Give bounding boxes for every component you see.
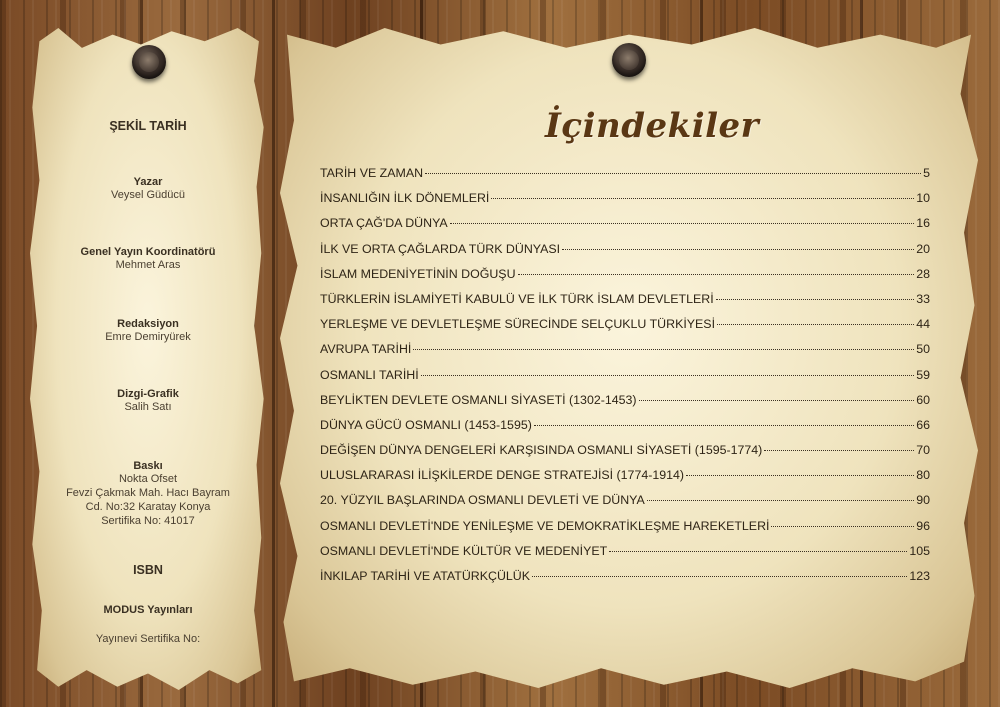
editor-name: Emre Demiryürek	[105, 331, 191, 343]
contents-entry[interactable]	[320, 368, 930, 393]
design-name: Salih Satı	[124, 401, 172, 413]
contents-entry[interactable]	[320, 569, 930, 594]
design-block	[30, 388, 266, 414]
coordinator-label: Genel Yayın Koordinatörü	[80, 246, 216, 258]
contents-entry[interactable]	[320, 519, 930, 544]
contents-entry[interactable]	[320, 166, 930, 191]
entry-page: 80	[916, 468, 930, 483]
entry-page: 10	[916, 191, 930, 206]
entry-title: İNKILAP TARİHİ VE ATATÜRKÇÜLÜK	[320, 569, 531, 583]
contents-entry[interactable]	[320, 493, 930, 518]
dot-leader	[609, 551, 907, 552]
dot-leader	[421, 375, 915, 376]
entry-page: 50	[916, 342, 930, 357]
entry-title: OSMANLI DEVLETİ'NDE YENİLEŞME VE DEMOKRATİKLEŞME HAREKETLERİ	[320, 518, 770, 533]
author-name: Veysel Güdücü	[111, 189, 185, 201]
entry-page: 105	[909, 543, 930, 558]
wood-plank-seam	[272, 0, 275, 707]
contents-entry[interactable]	[320, 242, 930, 267]
dot-leader	[534, 425, 914, 426]
entry-title: 20. YÜZYIL BAŞLARINDA OSMANLI DEVLETİ VE DÜNYA	[320, 493, 645, 508]
pushpin-icon	[132, 45, 166, 79]
entry-page: 96	[916, 518, 930, 533]
contents-entry[interactable]	[320, 317, 930, 342]
coordinator-name: Mehmet Aras	[115, 259, 181, 271]
entry-title: İNSANLIĞIN İLK DÖNEMLERİ	[320, 191, 490, 206]
dot-leader	[491, 198, 914, 199]
dot-leader	[518, 274, 915, 275]
contents-entry[interactable]	[320, 342, 930, 367]
entry-title: TARİH VE ZAMAN	[320, 166, 424, 180]
entry-title: BEYLİKTEN DEVLETE OSMANLI SİYASETİ (1302-1453)	[320, 392, 637, 407]
dot-leader	[413, 349, 914, 350]
publisher-certificate: Yayınevi Sertifika No:	[95, 633, 201, 645]
entry-title: TÜRKLERİN İSLAMİYETİ KABULÜ VE İLK TÜRK İSLAM DEVLETLERİ	[320, 291, 714, 306]
entry-page: 20	[916, 241, 930, 256]
entry-page: 70	[916, 443, 930, 458]
contents-title: İçindekiler	[545, 106, 760, 146]
print-line: Nokta Ofset	[118, 473, 178, 485]
dot-leader	[686, 475, 914, 476]
editor-block	[30, 318, 266, 344]
entry-title: İSLAM MEDENİYETİNİN DOĞUŞU	[320, 266, 516, 281]
entry-title: ULUSLARARASI İLİŞKİLERDE DENGE STRATEJİSİ (1774-1914)	[320, 468, 685, 483]
entry-title: ORTA ÇAĞ'DA DÜNYA	[320, 216, 448, 231]
entry-page: 59	[916, 367, 930, 382]
dot-leader	[639, 400, 915, 401]
entry-title: OSMANLI DEVLETİ'NDE KÜLTÜR VE MEDENİYET	[320, 543, 608, 558]
dot-leader	[562, 249, 914, 250]
entry-page: 66	[916, 417, 930, 432]
entry-title: OSMANLI TARİHİ	[320, 367, 419, 382]
isbn-label: ISBN	[133, 563, 163, 577]
entry-title: DÜNYA GÜCÜ OSMANLI (1453-1595)	[320, 417, 532, 432]
contents-entry[interactable]	[320, 468, 930, 493]
print-line: Fevzi Çakmak Mah. Hacı Bayram	[66, 487, 230, 499]
entry-page: 123	[909, 569, 930, 583]
entry-title: YERLEŞME VE DEVLETLEŞME SÜRECİNDE SELÇUKLU TÜRKİYESİ	[320, 317, 716, 332]
dot-leader	[716, 299, 915, 300]
pushpin-icon	[612, 43, 646, 77]
coordinator-block	[30, 246, 266, 272]
dot-leader	[450, 223, 915, 224]
dot-leader	[647, 500, 914, 501]
contents-entry[interactable]	[320, 443, 930, 468]
contents-list	[320, 166, 930, 594]
contents-entry[interactable]	[320, 191, 930, 216]
design-label: Dizgi-Grafik	[117, 388, 179, 400]
entry-page: 33	[916, 291, 930, 306]
dot-leader	[717, 324, 914, 325]
contents-entry[interactable]	[320, 267, 930, 292]
entry-page: 5	[923, 166, 930, 180]
contents-entry[interactable]	[320, 418, 930, 443]
contents-entry[interactable]	[320, 393, 930, 418]
print-line: Sertifika No: 41017	[101, 515, 195, 527]
book-title: ŞEKİL TARİH	[109, 119, 187, 133]
publisher-name: MODUS Yayınları	[103, 604, 193, 616]
entry-title: AVRUPA TARİHİ	[320, 342, 412, 357]
dot-leader	[771, 526, 914, 527]
dot-leader	[764, 450, 914, 451]
entry-page: 60	[916, 392, 930, 407]
print-block	[30, 460, 266, 528]
entry-page: 16	[916, 216, 930, 231]
dot-leader	[532, 576, 907, 577]
author-label: Yazar	[133, 176, 163, 188]
author-block	[30, 176, 266, 202]
contents-entry[interactable]	[320, 216, 930, 241]
entry-page: 28	[916, 266, 930, 281]
print-line: Cd. No:32 Karatay Konya	[85, 501, 211, 513]
entry-title: DEĞİŞEN DÜNYA DENGELERİ KARŞISINDA OSMANLI SİYASETİ (1595-1774)	[320, 443, 763, 458]
contents-entry[interactable]	[320, 544, 930, 569]
print-label: Baskı	[133, 460, 163, 472]
entry-page: 90	[916, 493, 930, 508]
entry-page: 44	[916, 317, 930, 332]
entry-title: İLK VE ORTA ÇAĞLARDA TÜRK DÜNYASI	[320, 241, 561, 256]
editor-label: Redaksiyon	[117, 318, 179, 330]
contents-entry[interactable]	[320, 292, 930, 317]
dot-leader	[425, 173, 921, 174]
